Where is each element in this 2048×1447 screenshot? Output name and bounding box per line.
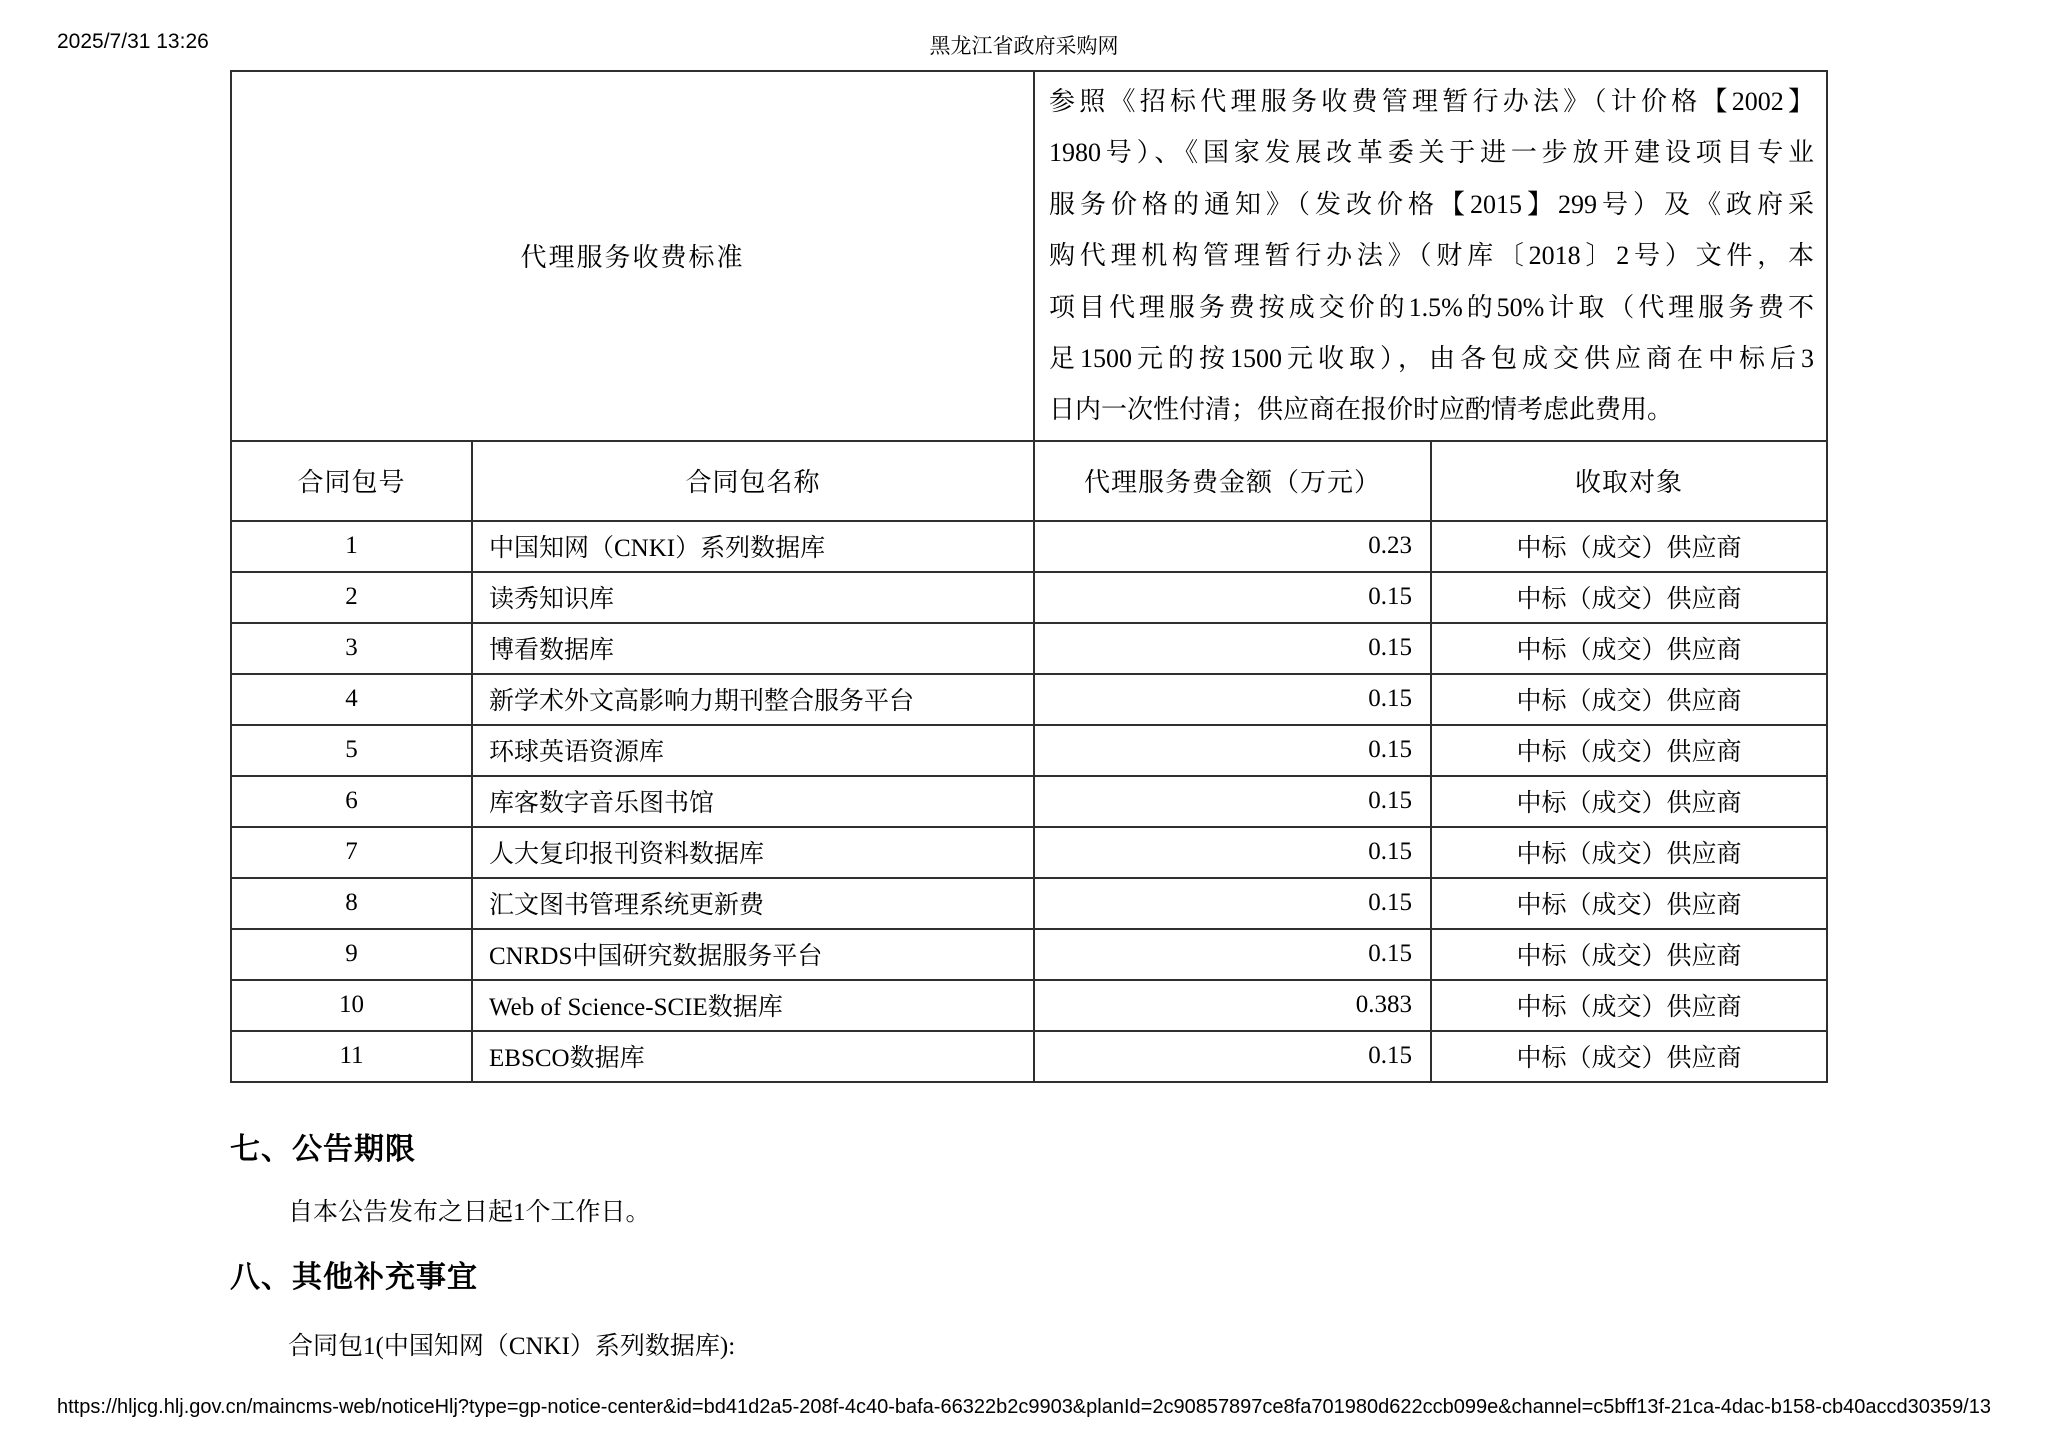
package-name: 中国知网（CNKI）系列数据库 [472,521,1034,572]
table-row [231,623,1827,674]
fee-standard-label: 代理服务收费标准 [231,71,1034,441]
table-row [231,521,1827,572]
package-no: 2 [231,572,472,623]
package-name: 博看数据库 [472,623,1034,674]
charge-target: 中标（成交）供应商 [1431,776,1827,827]
fee-table [230,70,1828,1083]
package-no: 7 [231,827,472,878]
fee-amount: 0.383 [1034,980,1431,1031]
section-8-body: 合同包1(中国知网（CNKI）系列数据库): [288,1333,736,1360]
fee-standard-line: 购代理机构管理暂行办法》（财库〔2018〕2号）文件，本 [1049,241,1815,271]
table-row [231,827,1827,878]
table-row [231,674,1827,725]
fee-standard-line: 足1500元的按1500元收取），由各包成交供应商在中标后3 [1049,344,1815,374]
fee-standard-line: 1980号）、《国家发展改革委关于进一步放开建设项目专业 [1049,138,1815,168]
fee-standard-line: 服务价格的通知》（发改价格【2015】299号）及《政府采 [1049,189,1815,219]
package-no: 4 [231,674,472,725]
fee-amount: 0.15 [1034,776,1431,827]
fee-standard-line: 参照《招标代理服务收费管理暂行办法》（计价格【2002】 [1049,87,1815,116]
fee-amount: 0.15 [1034,725,1431,776]
fee-standard-line: 项目代理服务费按成交价的1.5%的50%计取（代理服务费不 [1049,292,1815,322]
package-name: EBSCO数据库 [472,1031,1034,1082]
print-footer [57,1396,1991,1422]
package-name: CNRDS中国研究数据服务平台 [472,929,1034,980]
charge-target: 中标（成交）供应商 [1431,1031,1827,1082]
package-name: 环球英语资源库 [472,725,1034,776]
table-row [231,776,1827,827]
section-7-title: 七、公告期限 [230,1133,416,1166]
fee-amount: 0.15 [1034,827,1431,878]
fee-amount: 0.15 [1034,878,1431,929]
package-no: 6 [231,776,472,827]
package-no: 1 [231,521,472,572]
fee-amount: 0.23 [1034,521,1431,572]
print-datetime: 2025/7/31 13:26 [57,30,209,53]
package-name: 读秀知识库 [472,572,1034,623]
source-url: https://hljcg.hlj.gov.cn/maincms-web/noticeHlj?type=gp-notice-center&id=bd41d2a5-208f-4c40-bafa-66322b2c9903&planId=2c90857897ce8fa701980d622ccb099e&channel=c5bff13f-21ca-4dac-b158-cb40accd3035 [57,1396,1953,1418]
charge-target: 中标（成交）供应商 [1431,572,1827,623]
charge-target: 中标（成交）供应商 [1431,674,1827,725]
package-name: 人大复印报刊资料数据库 [472,827,1034,878]
charge-target: 中标（成交）供应商 [1431,725,1827,776]
fee-amount: 0.15 [1034,1031,1431,1082]
fee-standard-text [1034,71,1827,441]
fee-amount: 0.15 [1034,929,1431,980]
package-name: 新学术外文高影响力期刊整合服务平台 [472,674,1034,725]
section-7-body: 自本公告发布之日起1个工作日。 [288,1199,651,1226]
section-8-title: 八、其他补充事宜 [230,1261,478,1294]
package-no: 5 [231,725,472,776]
table-row [231,929,1827,980]
site-title: 黑龙江省政府采购网 [929,35,1119,58]
package-name: 库客数字音乐图书馆 [472,776,1034,827]
package-name: Web of Science-SCIE数据库 [472,980,1034,1031]
package-no: 8 [231,878,472,929]
package-no: 10 [231,980,472,1031]
charge-target: 中标（成交）供应商 [1431,929,1827,980]
fee-amount: 0.15 [1034,623,1431,674]
table-row [231,878,1827,929]
charge-target: 中标（成交）供应商 [1431,521,1827,572]
charge-target: 中标（成交）供应商 [1431,623,1827,674]
fee-standard-line: 日内一次性付清；供应商在报价时应酌情考虑此费用。 [1049,395,1674,425]
table-row [231,572,1827,623]
col-header-package-no: 合同包号 [231,441,472,521]
fee-amount: 0.15 [1034,572,1431,623]
table-row [231,1031,1827,1082]
col-header-charge-target: 收取对象 [1431,441,1827,521]
charge-target: 中标（成交）供应商 [1431,878,1827,929]
package-no: 3 [231,623,472,674]
package-name: 汇文图书管理系统更新费 [472,878,1034,929]
charge-target: 中标（成交）供应商 [1431,980,1827,1031]
table-row [231,980,1827,1031]
print-header [57,30,1991,58]
package-no: 11 [231,1031,472,1082]
package-no: 9 [231,929,472,980]
col-header-fee-amount: 代理服务费金额（万元） [1034,441,1431,521]
fee-standard-row [231,71,1827,441]
table-row [231,725,1827,776]
table-header-row [231,441,1827,521]
charge-target: 中标（成交）供应商 [1431,827,1827,878]
col-header-package-name: 合同包名称 [472,441,1034,521]
page-number: 9/13 [1952,1396,1991,1418]
fee-amount: 0.15 [1034,674,1431,725]
